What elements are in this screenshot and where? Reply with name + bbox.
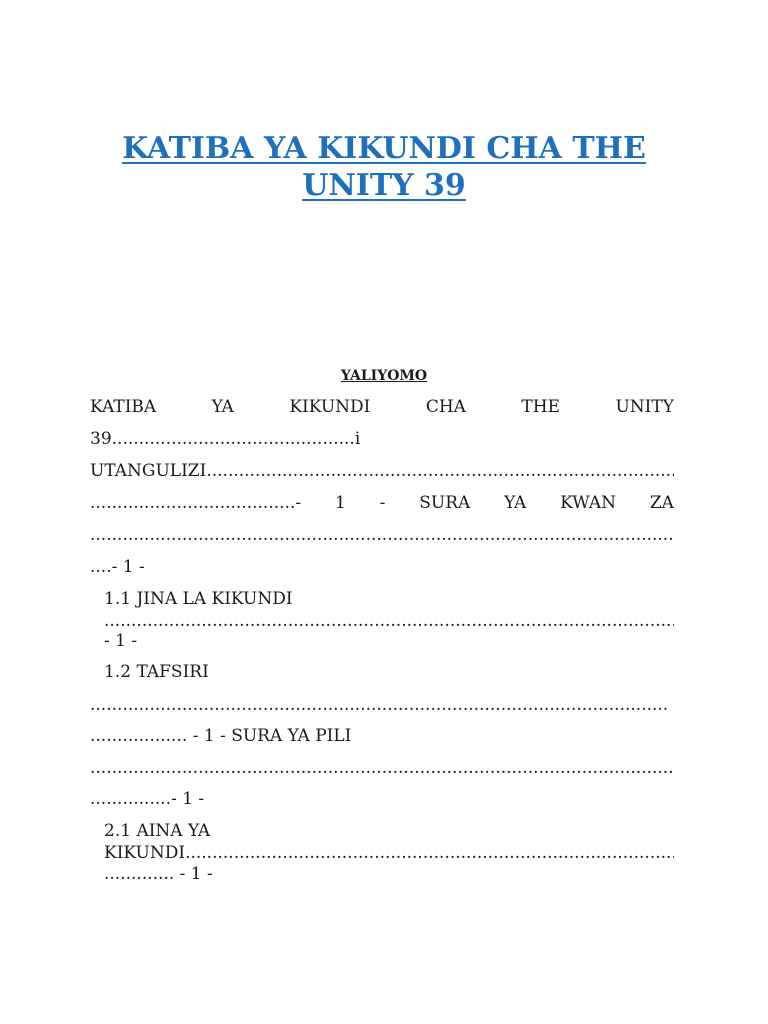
toc-entry-2-1-title-b-row <box>104 842 674 864</box>
document-title-line-2: UNITY 39 <box>302 168 466 203</box>
toc-page-number: i <box>354 429 361 449</box>
toc-row-1-2-tail: .................. - 1 - SURA YA PILI <box>90 726 352 746</box>
toc-leader-dots <box>90 757 674 779</box>
toc-heading: YALIYOMO <box>340 368 428 384</box>
toc-word: YA <box>211 397 234 417</box>
toc-leader-dots <box>185 842 674 864</box>
toc-entry-1-1-page: - 1 - <box>104 631 138 651</box>
toc-row-4: ......................................- 1 - SURA YA KWAN ZA <box>90 493 674 513</box>
toc-page-number: - 1 - <box>111 557 145 577</box>
toc-entry-2-1-page-row: ............. - 1 - <box>104 864 213 884</box>
toc-word: THE <box>521 397 560 417</box>
toc-entry-text: UTANGULIZI <box>90 461 207 481</box>
toc-word: KIKUNDI <box>289 397 371 417</box>
toc-leader-dots <box>104 610 674 632</box>
toc-row-sura-pili-page: ...............- 1 - <box>90 789 205 809</box>
toc-leader-dots <box>90 524 674 546</box>
toc-page-number: - 1 - <box>179 864 213 884</box>
toc-page-number: - 1 - <box>171 789 205 809</box>
toc-leader-dots <box>206 460 674 482</box>
toc-entry-1-1-title: 1.1 JINA LA KIKUNDI <box>104 589 293 609</box>
toc-word: SURA <box>419 493 471 513</box>
toc-row-3 <box>90 460 674 482</box>
toc-entry-1-2-title: 1.2 TAFSIRI <box>104 662 209 682</box>
toc-row-6: ....- 1 - <box>90 557 145 577</box>
toc-word: CHA <box>425 397 466 417</box>
toc-entry-text: 39 <box>90 429 112 449</box>
toc-word: 1 <box>334 493 346 513</box>
toc-word: UNITY <box>615 397 674 417</box>
toc-word: YA <box>504 493 527 513</box>
toc-row-2: 39.............................................i <box>90 429 361 449</box>
toc-leader-dots <box>90 694 670 716</box>
toc-word: - <box>379 493 386 513</box>
toc-row-1 <box>90 396 674 418</box>
toc-entry-2-1-title-a: 2.1 AINA YA <box>104 821 211 841</box>
toc-entry-sura-pili: - 1 - SURA YA PILI <box>192 726 352 746</box>
toc-entry-2-1-title-b: KIKUNDI <box>104 843 186 863</box>
toc-word: KWAN <box>560 493 617 513</box>
document-title-line-1: KATIBA YA KIKUNDI CHA THE <box>122 131 646 166</box>
toc-word: ZA <box>649 493 674 513</box>
toc-word: KATIBA <box>90 397 157 417</box>
